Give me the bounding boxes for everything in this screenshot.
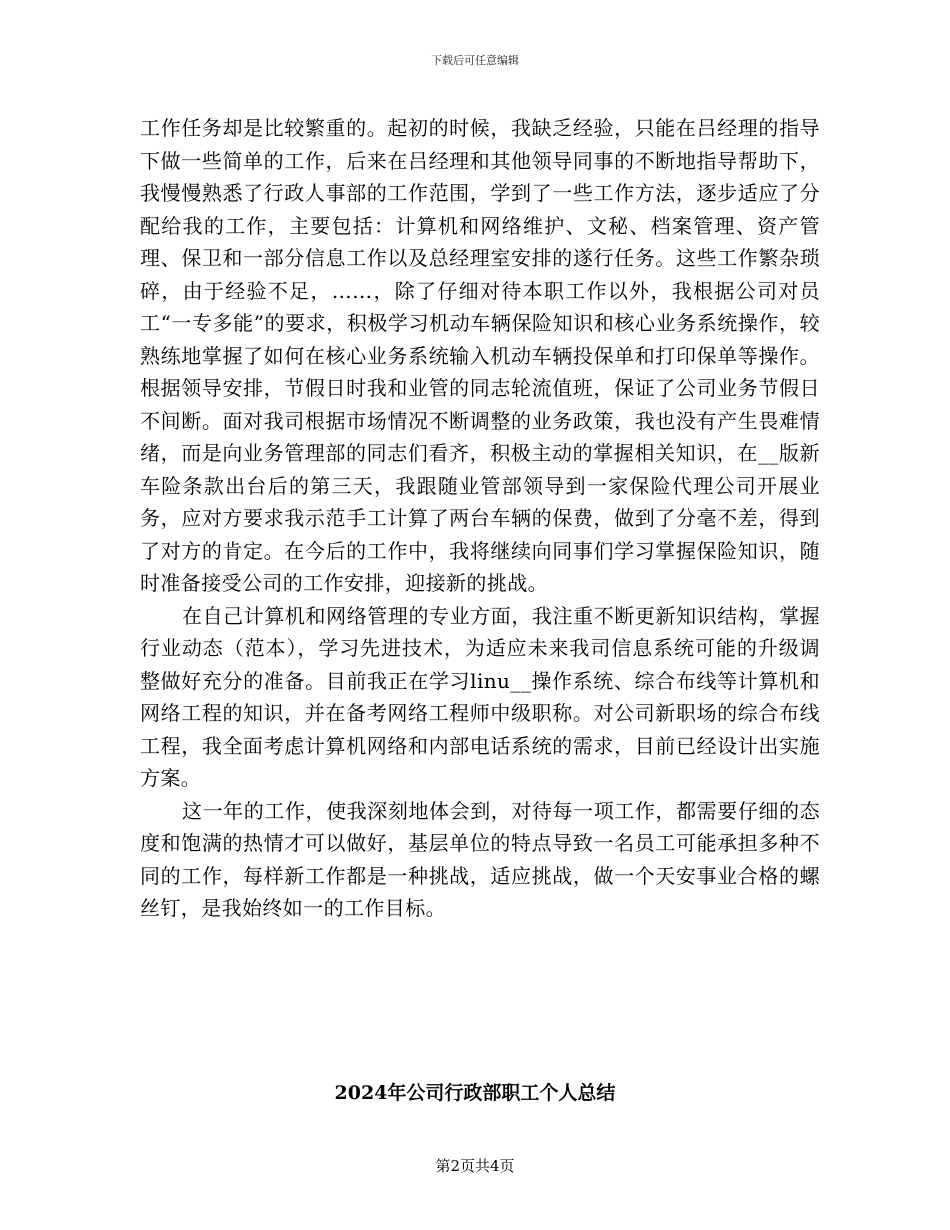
document-body <box>140 112 820 925</box>
body-paragraph-1: 工作任务却是比较繁重的。起初的时候，我缺乏经验，只能在吕经理的指导下做一些简单的工作，后来在吕经理和其他领导同事的不断地指导帮助下，我慢慢熟悉了行政人事部的工作范围，学到了一些工作方法，逐步适应了分配给我的工作，主要包括：计算机和网络维护、文秘、档案管理、资产管理、保卫和一部分信息工作以及总经理室安排的遂行任务。这些工作繁杂琐碎，由于经验不足，……，除了仔细对待本职工作以外，我根据公司对员工“一专多能”的要求，积极学习机动车辆保险知识和核心业务系统操作，较熟练地掌握了如何在核心业务系统输入机动车辆投保单和打印保单等操作。根据领导安排，节假日时我和业管的同志轮流值班，保证了公司业务节假日不间断。面对我司根据市场情况不断调整的业务政策，我也没有产生畏难情绪，而是向业务管理部的同志们看齐，积极主动的掌握相关知识，在__版新车险条款出台后的第三天，我跟随业管部领导到一家保险代理公司开展业务，应对方要求我示范手工计算了两台车辆的保费，做到了分毫不差，得到了对方的肯定。在今后的工作中，我将继续向同事们学习掌握保险知识，随时准备接受公司的工作安排，迎接新的挑战。 <box>140 116 820 595</box>
page-footer: 第2页共4页 <box>435 1157 515 1175</box>
body-paragraph-2: 在自己计算机和网络管理的专业方面，我注重不断更新知识结构，掌握行业动态（范本），学习先进技术，为适应未来我司信息系统可能的升级调整做好充分的准备。目前我正在学习linu__操作系统、综合布线等计算机和网络工程的知识，并在备考网络工程师中级职称。对公司新职场的综合布线工程，我全面考虑计算机网络和内部电话系统的需求，目前已经设计出实施方案。 <box>140 603 820 790</box>
section-heading: 2024年公司行政部职工个人总结 <box>334 1082 616 1104</box>
page-header: 下载后可任意编辑 <box>431 54 519 67</box>
body-paragraph-3: 这一年的工作，使我深刻地体会到，对待每一项工作，都需要仔细的态度和饱满的热情才可以做好，基层单位的特点导致一名员工可能承担多种不同的工作，每样新工作都是一种挑战，适应挑战，做一个天安事业合格的螺丝钉，是我始终如一的工作目标。 <box>140 798 820 920</box>
